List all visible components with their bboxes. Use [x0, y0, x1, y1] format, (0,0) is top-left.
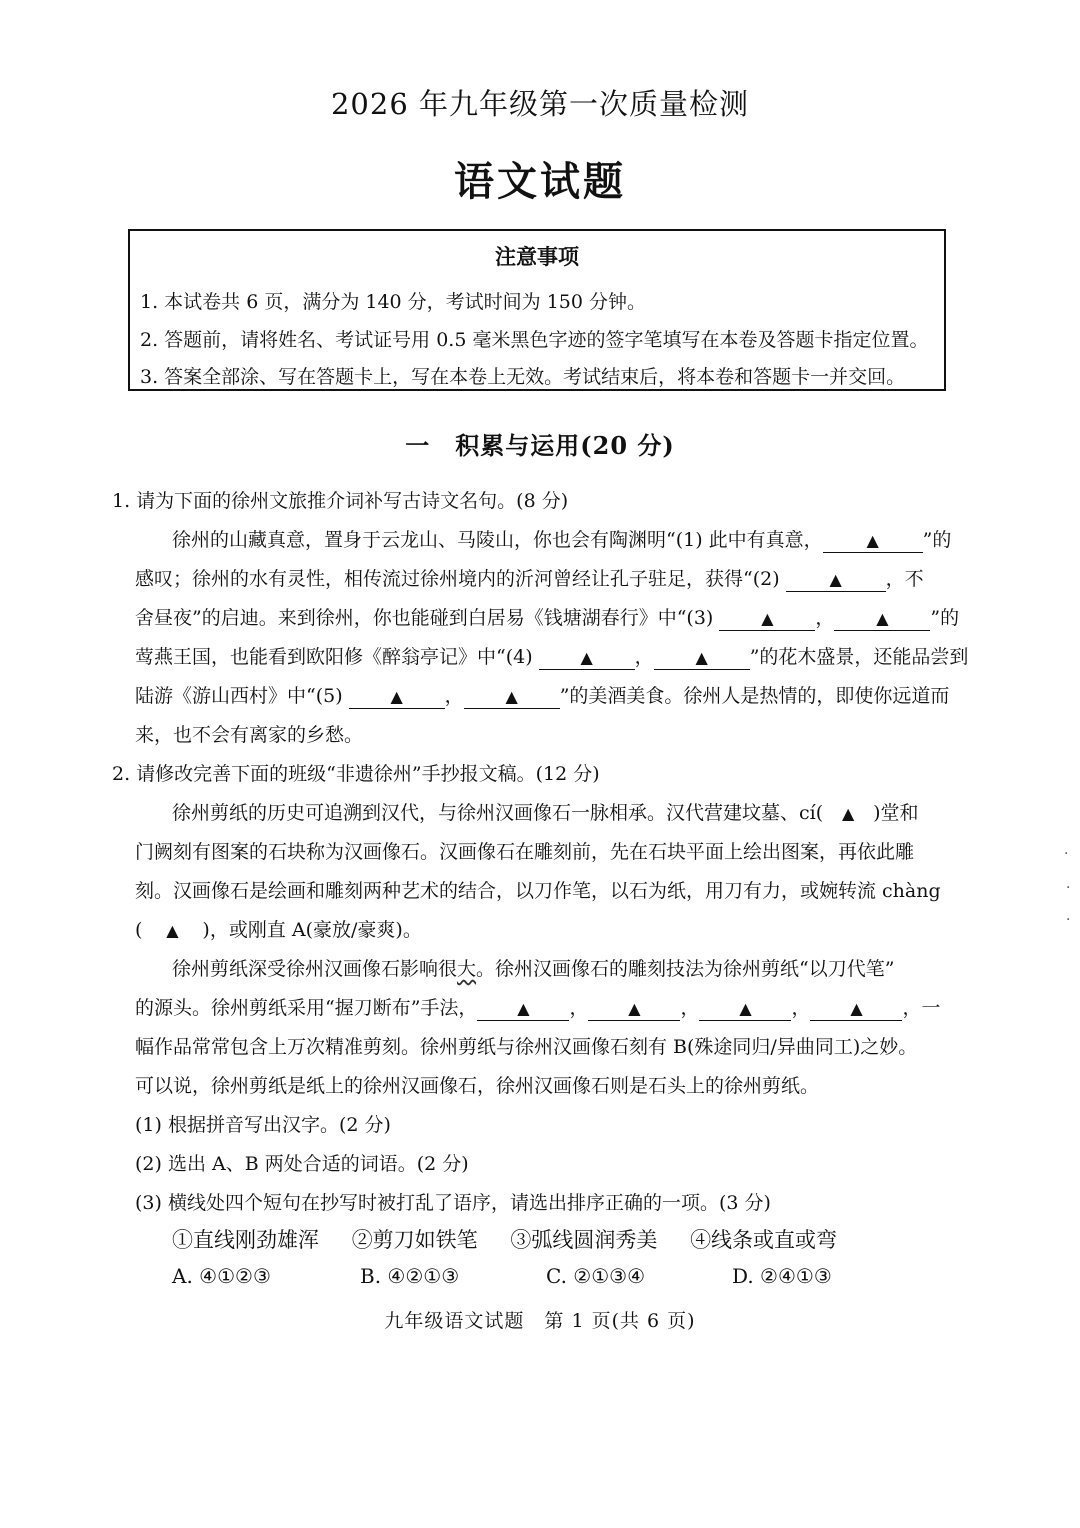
q1-text: 感叹；徐州的水有灵性，相传流过徐州境内的沂河曾经让孔子驻足，获得“(2): [135, 568, 786, 590]
q2-text: ，: [569, 997, 589, 1019]
answer-blank[interactable]: [823, 529, 923, 553]
scan-edge-mark: ·: [1064, 846, 1069, 862]
q2-line: [172, 800, 919, 827]
triangle-icon: ▲: [166, 921, 179, 940]
q2-text: 。徐州汉画像石的雕刻技法为徐州剪纸“以刀代笔”: [476, 958, 895, 980]
q1-line: [135, 644, 968, 670]
triangle-icon: ▲: [628, 999, 641, 1018]
notice-item: 1. 本试卷共 6 页，满分为 140 分，考试时间为 150 分钟。: [140, 291, 647, 313]
subject-title: 语文试题: [454, 158, 626, 205]
pinyin-blank[interactable]: [142, 917, 202, 944]
q2-text: ，一: [902, 997, 941, 1019]
sub-question-1: (1) 根据拼音写出汉字。(2 分): [135, 1114, 391, 1136]
phrase-item: ③弧线圆润秀美: [510, 1228, 658, 1252]
q1-text: 陆游《游山西村》中“(5): [135, 685, 349, 707]
phrase-item: ①直线刚劲雄浑: [172, 1228, 319, 1252]
q2-line: [172, 956, 894, 982]
choice-a[interactable]: A. ④①②③: [172, 1264, 271, 1288]
triangle-icon: ▲: [739, 999, 752, 1018]
phrase-options: [172, 1224, 863, 1254]
q1-text: ”的: [922, 529, 952, 551]
exam-title: 2026 年九年级第一次质量检测: [330, 87, 750, 121]
question-2-prompt: 2. 请修改完善下面的班级“非遗徐州”手抄报文稿。(12 分): [112, 763, 600, 785]
sub-question-2: (2) 选出 A、B 两处合适的词语。(2 分): [135, 1153, 469, 1175]
q2-text: ，: [680, 997, 700, 1019]
question-1-prompt: 1. 请为下面的徐州文旅推介词补写古诗文名句。(8 分): [112, 490, 569, 512]
q1-line: [135, 683, 949, 709]
section-heading: 一 积累与运用(20 分): [405, 431, 675, 460]
triangle-icon: ▲: [850, 999, 863, 1018]
q1-text: ，: [634, 646, 654, 668]
q2-text: (: [135, 919, 143, 941]
q1-text: ”的美酒美食。徐州人是热情的，即使你远道而: [559, 685, 950, 707]
q2-text: 徐州剪纸的历史可追溯到汉代，与徐州汉画像石一脉相承。汉代营建坟墓、cí(: [172, 802, 824, 824]
notice-item: 2. 答题前，请将姓名、考试证号用 0.5 毫米黑色字迹的签字笔填写在本卷及答题卡指定位置。: [140, 329, 929, 351]
q1-text: ，不: [885, 568, 924, 590]
phrase-item: ④线条或直或弯: [690, 1228, 838, 1252]
q1-line: 来，也不会有离家的乡愁。: [135, 724, 364, 746]
triangle-icon: ▲: [390, 687, 403, 706]
notice-box: [128, 229, 946, 391]
q1-text: ”的花木盛景，还能品尝到: [749, 646, 969, 668]
triangle-icon: ▲: [505, 687, 518, 706]
answer-blank[interactable]: [699, 997, 791, 1021]
answer-blank[interactable]: [810, 997, 902, 1021]
scan-edge-mark: ·: [1066, 880, 1071, 896]
q2-line: 刻。汉画像石是绘画和雕刻两种艺术的结合，以刀作笔，以石为纸，用刀有力，或婉转流 chàng: [135, 880, 941, 902]
answer-blank[interactable]: [588, 997, 680, 1021]
q2-line: [135, 995, 941, 1021]
q2-text: 徐州剪纸深受徐州汉画像石影响很: [172, 958, 458, 980]
answer-blank[interactable]: [786, 568, 886, 592]
q2-text: )堂和: [873, 802, 919, 824]
answer-blank[interactable]: [349, 685, 445, 709]
notice-title: 注意事项: [495, 244, 579, 269]
triangle-icon: ▲: [866, 531, 879, 550]
q1-text: ”的: [930, 607, 960, 629]
q1-text: 舍昼夜”的启迪。来到徐州，你也能碰到白居易《钱塘湖春行》中“(3): [135, 607, 720, 629]
pinyin-blank[interactable]: [823, 800, 873, 827]
q1-text: ，: [815, 607, 835, 629]
q2-line: 门阙刻有图案的石块称为汉画像石。汉画像石在雕刻前，先在石块平面上绘出图案，再依此雕: [135, 841, 915, 863]
q1-line: [135, 605, 959, 631]
choice-c[interactable]: C. ②①③④: [546, 1264, 646, 1288]
answer-blank[interactable]: [834, 607, 930, 631]
answer-blank[interactable]: [654, 646, 750, 670]
q2-line: 幅作品常常包含上万次精准剪刻。徐州剪纸与徐州汉画像石刻有 B(殊途同归/异曲同工)之妙。: [135, 1036, 918, 1058]
choice-b[interactable]: B. ④②①③: [360, 1264, 460, 1288]
triangle-icon: ▲: [841, 804, 855, 823]
q2-text: )，或刚直 A(豪放/豪爽)。: [202, 919, 422, 941]
answer-blank[interactable]: [477, 997, 569, 1021]
q1-line: [172, 527, 951, 553]
q1-text: 徐州的山藏真意，置身于云龙山、马陵山，你也会有陶渊明“(1) 此中有真意，: [172, 529, 823, 551]
answer-blank[interactable]: [464, 685, 560, 709]
q1-text: ，: [444, 685, 464, 707]
notice-item: 3. 答案全部涂、写在答题卡上，写在本卷上无效。考试结束后，将本卷和答题卡一并交回。: [140, 366, 906, 388]
triangle-icon: ▲: [580, 648, 593, 667]
page-footer: 九年级语文试题 第 1 页(共 6 页): [384, 1310, 696, 1332]
phrase-item: ②剪刀如铁笔: [351, 1228, 478, 1252]
sub-question-3: (3) 横线处四个短句在抄写时被打乱了语序，请选出排序正确的一项。(3 分): [135, 1192, 771, 1214]
q2-text: 的源头。徐州剪纸采用“握刀断布”手法，: [135, 997, 478, 1019]
wavy-underlined-word: 大: [457, 958, 477, 980]
q2-line: 可以说，徐州剪纸是纸上的徐州汉画像石，徐州汉画像石则是石头上的徐州剪纸。: [135, 1075, 820, 1097]
answer-blank[interactable]: [539, 646, 635, 670]
choice-d[interactable]: D. ②④①③: [732, 1264, 832, 1288]
triangle-icon: ▲: [695, 648, 708, 667]
q2-line: [135, 917, 422, 944]
q1-line: [135, 566, 924, 592]
triangle-icon: ▲: [517, 999, 530, 1018]
q2-text: ，: [791, 997, 811, 1019]
answer-blank[interactable]: [719, 607, 815, 631]
q1-text: 莺燕王国，也能看到欧阳修《醉翁亭记》中“(4): [135, 646, 539, 668]
triangle-icon: ▲: [876, 609, 889, 628]
triangle-icon: ▲: [829, 570, 842, 589]
triangle-icon: ▲: [761, 609, 774, 628]
scan-edge-mark: ·: [1066, 912, 1071, 928]
